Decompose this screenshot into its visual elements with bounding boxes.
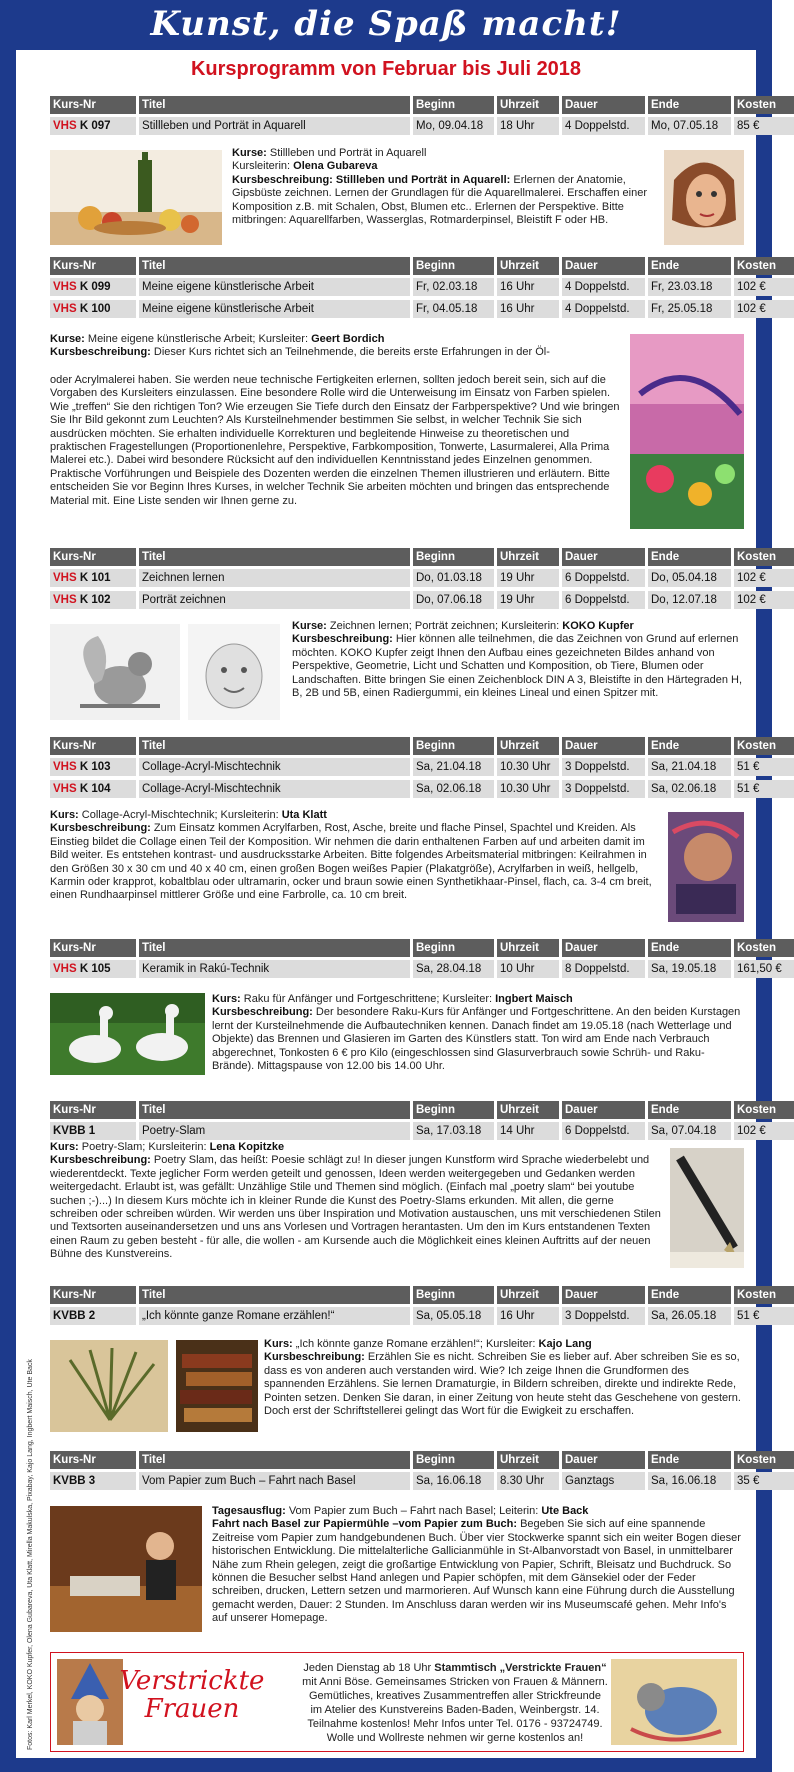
cell-ende: Sa, 21.04.18	[648, 758, 731, 776]
column-header: Dauer	[562, 96, 645, 114]
cell-kosten: 102 €	[734, 278, 794, 296]
cell-uhrzeit: 10 Uhr	[497, 960, 559, 978]
banner-title: Kunst, die Spaß macht!	[150, 4, 622, 44]
cell-beginn: Sa, 02.06.18	[413, 780, 494, 798]
abstract-painting-image	[630, 334, 744, 529]
column-header: Ende	[648, 1451, 731, 1469]
child-portrait-drawing-image	[188, 624, 280, 720]
cell-dauer: 4 Doppelstd.	[562, 300, 645, 318]
course-prefix: VHS	[53, 120, 77, 132]
course-code: KVBB 2	[53, 1310, 96, 1322]
column-header: Uhrzeit	[497, 96, 559, 114]
cell-beginn: Fr, 04.05.18	[413, 300, 494, 318]
column-header: Uhrzeit	[497, 257, 559, 275]
cell-dauer: 4 Doppelstd.	[562, 278, 645, 296]
column-header: Uhrzeit	[497, 548, 559, 566]
cell-dauer: 3 Doppelstd.	[562, 1307, 645, 1325]
knitting-cat-image	[611, 1659, 737, 1745]
course-code: KVBB 1	[53, 1125, 96, 1137]
cell-titel: Collage-Acryl-Mischtechnik	[139, 780, 410, 798]
cell-beginn: Sa, 17.03.18	[413, 1122, 494, 1140]
column-header: Beginn	[413, 939, 494, 957]
column-header: Beginn	[413, 1286, 494, 1304]
column-header: Kurs-Nr	[50, 1286, 136, 1304]
table-row	[50, 960, 782, 978]
column-header: Kurs-Nr	[50, 1451, 136, 1469]
cell-beginn: Sa, 16.06.18	[413, 1472, 494, 1490]
table-header-row	[50, 257, 776, 275]
cell-dauer: 3 Doppelstd.	[562, 780, 645, 798]
course-description: Kurs: Collage-Acryl-Mischtechnik; Kursleiterin: Uta Klatt Kursbeschreibung: Zum Einsatz kommen Acrylfarben, Rost, Asche, breite und flache Pinsel, Spachtel und Kreiden. Als Einstieg bildet die Collage einen Teil der Komposition. Wir nehmen die darin enthaltenen Farben auf und arbeiten damit im Bild weiter. Es entstehen kontrast- und ausdrucksstarke Arbeiten. Bitte folgendes Arbeitsmaterial mitbringen: Keilrahmen in den Größen 30 x 30 cm und 40 x 40 cm, einen großen Bogen weißes Papier (Plakatgröße), Acrylfarben in weiß, hellgelb, Karmin oder krapprot, kobaltblau oder ultramarin, ocker und braun sowie einen Synthetikhaar-Pinsel, flach, ca. 3-4 cm breit, einen Rundhaarpinsel mittlerer Größe und eine Farbrolle, ca. 10 cm breit.	[50, 809, 652, 902]
cell-titel: Meine eigene künstlerische Arbeit	[139, 300, 410, 318]
banner	[0, 0, 772, 50]
column-header: Uhrzeit	[497, 939, 559, 957]
course-number	[50, 758, 136, 776]
squirrel-drawing-image	[50, 624, 180, 720]
cell-kosten: 102 €	[734, 569, 794, 587]
cell-kosten: 51 €	[734, 1307, 794, 1325]
column-header: Kurs-Nr	[50, 939, 136, 957]
course-code: K 105	[79, 963, 111, 975]
column-header: Dauer	[562, 737, 645, 755]
column-header: Beginn	[413, 737, 494, 755]
cell-uhrzeit: 14 Uhr	[497, 1122, 559, 1140]
course-code: K 100	[79, 303, 111, 315]
column-header: Kurs-Nr	[50, 96, 136, 114]
cell-ende: Do, 12.07.18	[648, 591, 731, 609]
table-row	[50, 591, 766, 609]
course-prefix: VHS	[53, 761, 77, 773]
column-header: Titel	[139, 1451, 410, 1469]
cell-beginn: Sa, 05.05.18	[413, 1307, 494, 1325]
cell-beginn: Sa, 21.04.18	[413, 758, 494, 776]
course-description: Tagesausflug: Vom Papier zum Buch – Fahrt nach Basel; Leiterin: Ute Back Fahrt nach Basel zur Papiermühle –vom Papier zum Buch: Begeben Sie sich auf eine spannende Zeitreise vom Papier zum handgebundenen Buch. Über vier Stockwerke spannt sich ein weiter Bogen dieser historischen Entwicklung. Die mittelalterliche Gallicianmühle in St-Albanvorstadt von Basel, in unmittelbarer Nähe zum Rhein gelegen, zeigt die großartige Entwicklung von Papier, Schrift, Bleisatz und Buchdruck. So können die Besucher selbst Hand anlegen und Papier schöpfen, mit dem Gänsekiel oder der Feder schreiben, drucken, Lettern setzen und marmorieren. Auf Wunsch kann eine Führung durch die Ausstellung gemacht werden, Dauer: 2 Stunden. Im Anschluss daran werden wir ins Museumscafé gehen. Mehr Info's auf unserer Homepage.	[212, 1505, 741, 1625]
cell-titel: Zeichnen lernen	[139, 569, 410, 587]
cell-titel: Poetry-Slam	[139, 1122, 410, 1140]
course-number	[50, 780, 136, 798]
course-number	[50, 1472, 136, 1490]
cell-titel: Keramik in Rakú-Technik	[139, 960, 410, 978]
cell-titel: „Ich könnte ganze Romane erzählen!“	[139, 1307, 410, 1325]
cell-uhrzeit: 16 Uhr	[497, 1307, 559, 1325]
cell-kosten: 102 €	[734, 300, 794, 318]
cell-dauer: 6 Doppelstd.	[562, 591, 645, 609]
column-header: Uhrzeit	[497, 1101, 559, 1119]
column-header: Kosten	[734, 939, 794, 957]
cell-uhrzeit: 10.30 Uhr	[497, 780, 559, 798]
course-number	[50, 300, 136, 318]
cell-kosten: 85 €	[734, 117, 794, 135]
course-description-continued: oder Acrylmalerei haben. Sie werden neue technische Fertigkeiten erlernen, sollten jedoch bereit sein, sich auf die Vorgaben des Kursleiters einzulassen. Eine besondere Rolle wird die Unterweisung im Einsatz von Farben spielen. Wie „treffen“ Sie den richtigen Ton? Wie erzeugen Sie Tiefe durch den Einsatz der Farbperspektive? Und wie bringen Sie Ihr Bild gekonnt zum Leuchten? Als Kursteilnehmender bestimmen Sie selbst, in welcher Technik Sie sich ausdrücken möchten. Sie erhalten individuelle Korrekturen und begleitende Hinweise zu theoretischen und praktischen Fragestellungen (Proportionenlehre, Perspektive, Farbkomposition, Tonwerte, Lasurmalerei, Alla Prima Malerei etc.). Dabei wird besondere Rücksicht auf den individuellen Kenntnisstand jedes Einzelnen genommen. Praktische Vorführungen und Beispiele des Dozenten werden die einzelnen Themen illustrieren und erläutern. Bitte entscheiden Sie vor Beginn Ihres Kurses, in welcher Technik Sie arbeiten möchten und bringen das entsprechende Material mit. Eine Liste senden wir Ihnen gerne zu.	[50, 374, 620, 507]
course-prefix: VHS	[53, 963, 77, 975]
course-prefix: VHS	[53, 783, 77, 795]
table-row	[50, 278, 766, 296]
cell-uhrzeit: 10.30 Uhr	[497, 758, 559, 776]
column-header: Dauer	[562, 257, 645, 275]
column-header: Uhrzeit	[497, 1286, 559, 1304]
column-header: Titel	[139, 257, 410, 275]
cell-titel: Collage-Acryl-Mischtechnik	[139, 758, 410, 776]
column-header: Beginn	[413, 1451, 494, 1469]
cell-dauer: 8 Doppelstd.	[562, 960, 645, 978]
column-header: Uhrzeit	[497, 737, 559, 755]
course-prefix: VHS	[53, 303, 77, 315]
course-description: Kurs: „Ich könnte ganze Romane erzählen!“; Kursleiter: Kajo Lang Kursbeschreibung: Erzählen Sie es nicht. Schreiben Sie es lieber auf. Aber schreiben Sie es so, dass es von anderen auch verstanden wird. Wie? Ich zeige Ihnen die Grundformen des spannenden Erzählens. Sie lernen Dramaturgie, in Bildern schreiben, direkte und indirekte Rede, Pointen setzen. Denken Sie daran, in einer Zeitung von heute steht das Geschehene von gestern. Doch erst der Schriftstellerei gelingt das Wort für die Ewigkeit zu erschaffen.	[264, 1338, 741, 1418]
table-header-row	[50, 737, 776, 755]
portrait-painting-image	[664, 150, 744, 245]
course-number	[50, 1307, 136, 1325]
stammtisch-text: Jeden Dienstag ab 18 Uhr Stammtisch „Verstrickte Frauen“ mit Anni Böse. Gemeinsames Stricken von Frauen & Männern. Gemütliches, kreatives Zusammentreffen aller Strickfreunde im Atelier des Kunstvereins Baden-Baden, Weinbergstr. 14. Teilnahme kostenlos! Mehr Infos unter Tel. 0176 - 93724749. Wolle und Wollreste nehmen wir gerne kostenlos an!	[302, 1662, 608, 1744]
column-header: Dauer	[562, 548, 645, 566]
cell-ende: Sa, 02.06.18	[648, 780, 731, 798]
cell-uhrzeit: 19 Uhr	[497, 569, 559, 587]
cell-dauer: 3 Doppelstd.	[562, 758, 645, 776]
column-header: Kosten	[734, 257, 794, 275]
column-header: Kurs-Nr	[50, 548, 136, 566]
palm-leaf-image	[50, 1340, 168, 1432]
table-row	[50, 117, 760, 135]
cell-dauer: 6 Doppelstd.	[562, 1122, 645, 1140]
column-header: Beginn	[413, 96, 494, 114]
column-header: Ende	[648, 96, 731, 114]
cell-kosten: 102 €	[734, 1122, 794, 1140]
table-row	[50, 758, 760, 776]
column-header: Dauer	[562, 1451, 645, 1469]
cell-beginn: Do, 01.03.18	[413, 569, 494, 587]
collage-painting-image	[668, 812, 744, 922]
column-header: Kosten	[734, 737, 794, 755]
cell-dauer: 4 Doppelstd.	[562, 117, 645, 135]
cell-beginn: Do, 07.06.18	[413, 591, 494, 609]
cell-titel: Porträt zeichnen	[139, 591, 410, 609]
column-header: Kosten	[734, 548, 794, 566]
cell-ende: Mo, 07.05.18	[648, 117, 731, 135]
table-row	[50, 1472, 760, 1490]
column-header: Dauer	[562, 1286, 645, 1304]
stammtisch-box	[50, 1652, 744, 1752]
fountain-pen-image	[670, 1148, 744, 1268]
cell-dauer: Ganztags	[562, 1472, 645, 1490]
paper-mill-image	[50, 1506, 202, 1632]
cell-ende: Do, 05.04.18	[648, 569, 731, 587]
knitted-gnome-image	[57, 1659, 123, 1745]
column-header: Ende	[648, 939, 731, 957]
column-header: Kurs-Nr	[50, 257, 136, 275]
table-header-row	[50, 1286, 776, 1304]
cell-ende: Sa, 07.04.18	[648, 1122, 731, 1140]
course-prefix: VHS	[53, 281, 77, 293]
course-code: KVBB 3	[53, 1475, 96, 1487]
table-row	[50, 1122, 766, 1140]
column-header: Kurs-Nr	[50, 737, 136, 755]
column-header: Kosten	[734, 1451, 794, 1469]
column-header: Titel	[139, 737, 410, 755]
column-header: Ende	[648, 548, 731, 566]
course-number	[50, 278, 136, 296]
cell-uhrzeit: 8.30 Uhr	[497, 1472, 559, 1490]
column-header: Kosten	[734, 1286, 794, 1304]
course-code: K 102	[79, 594, 111, 606]
cell-kosten: 51 €	[734, 758, 794, 776]
column-header: Uhrzeit	[497, 1451, 559, 1469]
cell-titel: Stillleben und Porträt in Aquarell	[139, 117, 410, 135]
course-code: K 101	[79, 572, 111, 584]
column-header: Ende	[648, 257, 731, 275]
still-life-image	[50, 150, 222, 245]
column-header: Beginn	[413, 257, 494, 275]
table-row	[50, 780, 760, 798]
column-header: Titel	[139, 1101, 410, 1119]
photo-credits: Fotos: Karl Merkel, KOKO Kupfer, Olena Gubareva, Uta Klatt, Mirella Makulska, Pixabay, Kajo Lang, Ingbert Maisch, Ute Back	[27, 1359, 34, 1750]
course-number	[50, 117, 136, 135]
course-description: Kurs: Poetry-Slam; Kursleiterin: Lena Kopitzke Kursbeschreibung: Poetry Slam, das heißt: Poesie schlägt zu! In dieser jungen Kunstform wird Sprache wiederbelebt und wiederentdeckt. Texte jeglicher Form werden geteilt und genossen, Ideen werden weitergegeben und Gedanken werden weitergedacht. Erlaubt ist, was gefällt: Unzählige Stile und Themen sind möglich. (Einfach mal „poetry slam“ bei youtube suchen ;-)...) In diesem Kurs möchte ich in kleiner Runde die Kunst des Poetry-Slams erkunden. Mit allen, die gerne schreiben oder schreiben würden. Wir werden uns über Inspiration und Motivation austauschen, uns mit verschiedenen Stilen und Textsorten auseinandersetzen und uns ans Vorlesen und Vortragen herantasten. Um den im Kurs entstandenen Texten einen Raum zu geben besteht - für alle, die wollen - am Kursende auch die Möglichkeit eines kleinen Auftritts auf der neuen Bühne des Kunstvereins.	[50, 1141, 661, 1261]
books-image	[176, 1340, 258, 1432]
table-header-row	[50, 1451, 776, 1469]
cell-uhrzeit: 18 Uhr	[497, 117, 559, 135]
ceramic-geese-image	[50, 993, 205, 1075]
table-header-row	[50, 939, 776, 957]
cell-kosten: 102 €	[734, 591, 794, 609]
column-header: Titel	[139, 939, 410, 957]
course-description: Kurse: Zeichnen lernen; Porträt zeichnen; Kursleiterin: KOKO Kupfer Kursbeschreibung: Hier können alle teilnehmen, die das Zeichnen von Grund auf erlernen möchten. KOKO Kupfer zeigt Ihnen den Aufbau eines gezeichneten Bildes anhand von Perspektive, Geometrie, Licht und Schatten und Komposition, ob Tiere, Blumen oder Landschaften. Bitte bringen Sie einen Zeichenblock DIN A 3, Bleistifte in den Härtegraden H, B, 2B und 5B, einen Radiergummi, ein kleines Lineal und einen Spitzer mit.	[292, 620, 743, 700]
cell-beginn: Fr, 02.03.18	[413, 278, 494, 296]
column-header: Ende	[648, 1101, 731, 1119]
course-prefix: VHS	[53, 594, 77, 606]
cell-uhrzeit: 16 Uhr	[497, 278, 559, 296]
column-header: Dauer	[562, 1101, 645, 1119]
table-header-row	[50, 548, 776, 566]
cell-uhrzeit: 19 Uhr	[497, 591, 559, 609]
cell-kosten: 35 €	[734, 1472, 794, 1490]
cell-titel: Vom Papier zum Buch – Fahrt nach Basel	[139, 1472, 410, 1490]
column-header: Dauer	[562, 939, 645, 957]
cell-beginn: Mo, 09.04.18	[413, 117, 494, 135]
course-number	[50, 1122, 136, 1140]
table-row	[50, 1307, 760, 1325]
cell-uhrzeit: 16 Uhr	[497, 300, 559, 318]
course-number	[50, 569, 136, 587]
page-subtitle: Kursprogramm von Februar bis Juli 2018	[190, 58, 582, 80]
cell-kosten: 161,50 €	[734, 960, 794, 978]
table-row	[50, 300, 766, 318]
course-code: K 099	[79, 281, 111, 293]
column-header: Kurs-Nr	[50, 1101, 136, 1119]
column-header: Titel	[139, 96, 410, 114]
table-header-row	[50, 1101, 776, 1119]
course-description: Kurse: Stillleben und Porträt in Aquarell Kursleiterin: Olena Gubareva Kursbeschreibung: Stillleben und Porträt in Aquarell: Erlernen der Anatomie, Gipsbüste zeichnen. Lernen der Grundlagen für die Aquarellmalerei. Erschaffen einer Komposition z.B. mit Schalen, Obst, Blumen etc.. Erlernen der Perspektive. Bitte mitbringen: Aquarellfarben, Wasserglas, Rotmarderpinsel, Bleistift F oder HB.	[232, 147, 647, 227]
table-row	[50, 569, 766, 587]
course-prefix: VHS	[53, 572, 77, 584]
cell-ende: Fr, 23.03.18	[648, 278, 731, 296]
course-description: Kurs: Raku für Anfänger und Fortgeschrittene; Kursleiter: Ingbert Maisch Kursbeschreibung: Der besondere Raku-Kurs für Anfänger und Fortgeschrittene. An den beiden Kurstagen lernt der Kursteilnehmende die Aufbautechniken kennen. Danach findet am 19.05.18 (nach Wetterlage und Objekte) das Brennen und Glasieren im Garten des Künstlers statt. Ton wird am Ende nach Verbrauch abgerechnet, Tonkosten 6 € pro Kilo (eingeschlossen sind Glasurverbrauch sowie Schrüh- und Raku-Brände). Mittagspause von 12.00 bis 14.00 Uhr.	[212, 993, 741, 1073]
cell-ende: Sa, 16.06.18	[648, 1472, 731, 1490]
column-header: Titel	[139, 1286, 410, 1304]
column-header: Ende	[648, 737, 731, 755]
course-description: Kurse: Meine eigene künstlerische Arbeit; Kursleiter: Geert Bordich Kursbeschreibung: Dieser Kurs richtet sich an Teilnehmende, die bereits erste Erfahrungen in der Öl-	[50, 333, 550, 359]
cell-dauer: 6 Doppelstd.	[562, 569, 645, 587]
cell-kosten: 51 €	[734, 780, 794, 798]
column-header: Beginn	[413, 1101, 494, 1119]
cell-beginn: Sa, 28.04.18	[413, 960, 494, 978]
cell-ende: Sa, 19.05.18	[648, 960, 731, 978]
verstrickte-frauen-logo: Verstrickte Frauen	[119, 1666, 265, 1724]
column-header: Ende	[648, 1286, 731, 1304]
table-header-row	[50, 96, 776, 114]
column-header: Titel	[139, 548, 410, 566]
cell-titel: Meine eigene künstlerische Arbeit	[139, 278, 410, 296]
cell-ende: Fr, 25.05.18	[648, 300, 731, 318]
course-code: K 097	[79, 120, 111, 132]
column-header: Kosten	[734, 96, 794, 114]
cell-ende: Sa, 26.05.18	[648, 1307, 731, 1325]
course-number	[50, 960, 136, 978]
course-code: K 104	[79, 783, 111, 795]
column-header: Beginn	[413, 548, 494, 566]
column-header: Kosten	[734, 1101, 794, 1119]
course-code: K 103	[79, 761, 111, 773]
course-number	[50, 591, 136, 609]
